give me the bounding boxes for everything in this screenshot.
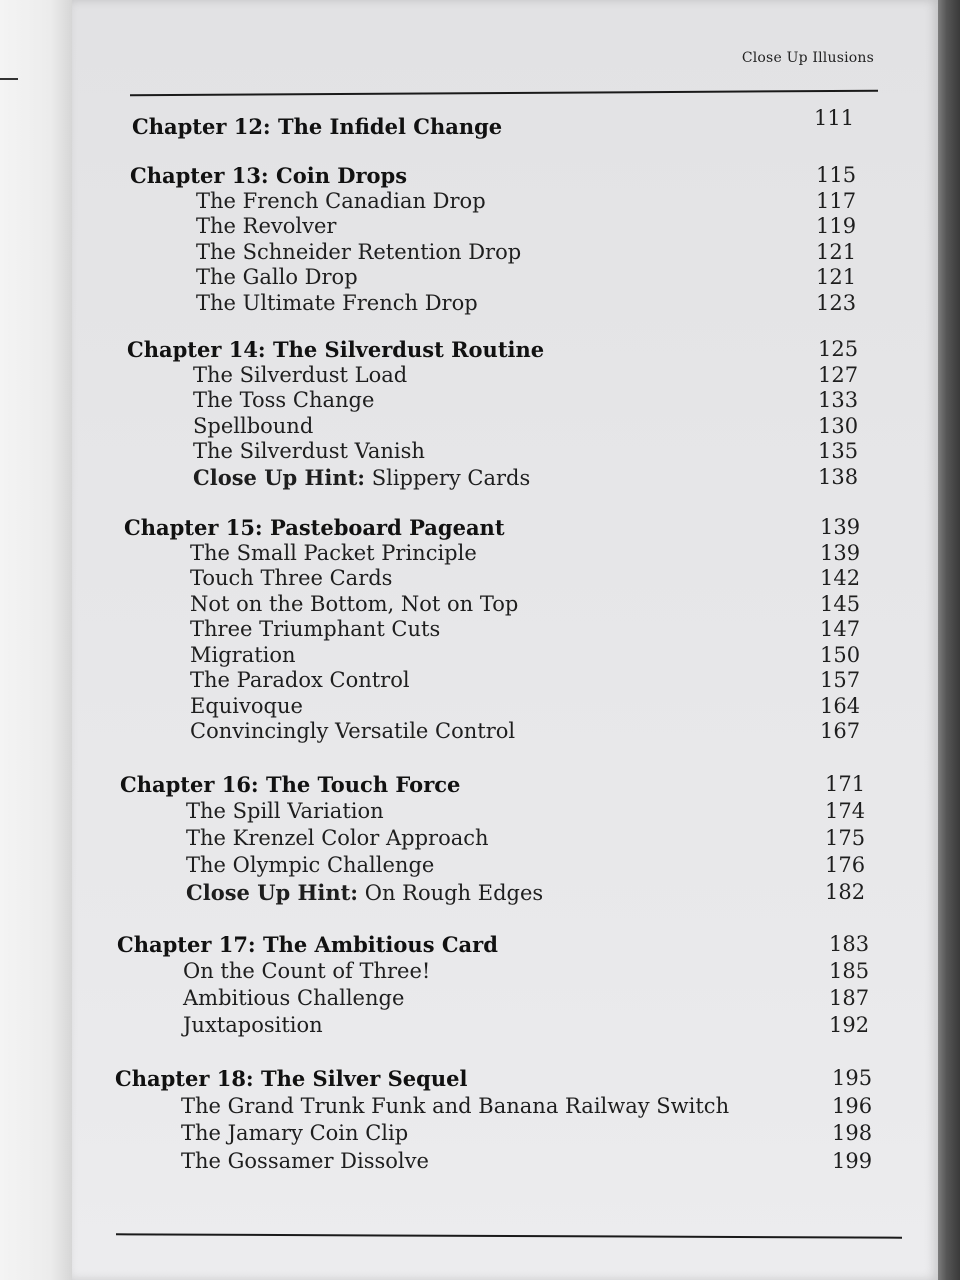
entry-page-number: 145 (820, 591, 861, 616)
chapter-page-number: 183 (829, 932, 870, 956)
entry-title (186, 880, 543, 906)
entry-title: Convincingly Versatile Control (190, 719, 516, 743)
entry-title: Migration (190, 642, 296, 667)
chapter-page-number: 195 (832, 1066, 873, 1090)
entry-title: Three Triumphant Cuts (190, 617, 441, 641)
entry-title: The Silverdust Vanish (193, 439, 425, 463)
entry-page-number: 121 (816, 265, 857, 289)
entry-title: Spellbound (193, 413, 314, 438)
chapter-page-number: 111 (814, 106, 855, 130)
entry-page-number: 138 (818, 464, 859, 489)
hint-title: Slippery Cards (365, 465, 531, 490)
entry-title: The Silverdust Load (193, 362, 408, 387)
entry-page-number: 142 (820, 566, 861, 590)
entry-page-number: 196 (832, 1093, 873, 1118)
entry-page-number: 139 (820, 540, 861, 565)
entry-title: The Jamary Coin Clip (181, 1121, 409, 1145)
chapter-page-number: 171 (825, 772, 866, 796)
entry-page-number: 167 (820, 719, 861, 743)
chapter-title: Chapter 13: Coin Drops (130, 163, 408, 188)
hint-title: On Rough Edges (358, 881, 544, 905)
entry-page-number: 133 (818, 388, 859, 412)
entry-page-number: 187 (829, 986, 870, 1010)
chapter-page-number: 139 (820, 515, 861, 539)
entry-title: The Gallo Drop (196, 265, 358, 289)
entry-page-number: 174 (825, 799, 866, 823)
entry-title: The French Canadian Drop (196, 188, 486, 213)
entry-title: The Paradox Control (190, 668, 410, 692)
entry-page-number: 164 (820, 693, 861, 718)
entry-page-number: 147 (820, 617, 861, 641)
entry-page-number: 192 (829, 1013, 870, 1037)
entry-title: The Grand Trunk Funk and Banana Railway Switch (181, 1093, 730, 1118)
entry-page-number: 199 (832, 1148, 873, 1173)
entry-title: On the Count of Three! (183, 959, 431, 983)
entry-page-number: 117 (816, 188, 857, 213)
entry-title: The Krenzel Color Approach (186, 826, 489, 850)
entry-page-number: 123 (816, 290, 857, 315)
entry-page-number: 182 (825, 880, 866, 904)
entry-title: The Ultimate French Drop (196, 290, 478, 315)
chapter-page-number: 115 (816, 163, 857, 187)
entry-page-number: 130 (818, 413, 859, 438)
hint-label: Close Up Hint: (186, 880, 359, 905)
entry-page-number: 150 (820, 642, 861, 667)
entry-page-number: 198 (832, 1121, 873, 1145)
entry-page-number: 121 (816, 239, 857, 264)
chapter-title: Chapter 15: Pasteboard Pageant (124, 515, 505, 540)
entry-page-number: 127 (818, 362, 859, 387)
chapter-title: Chapter 16: The Touch Force (120, 772, 461, 797)
entry-title: The Revolver (196, 214, 337, 238)
entry-title: Juxtaposition (183, 1013, 323, 1037)
entry-title: Not on the Bottom, Not on Top (190, 591, 519, 616)
entry-title: The Toss Change (193, 388, 375, 412)
hint-label: Close Up Hint: (193, 464, 366, 490)
entry-title: Touch Three Cards (190, 566, 393, 590)
entry-title: Ambitious Challenge (183, 986, 405, 1010)
entry-title: The Olympic Challenge (186, 853, 435, 877)
chapter-title: Chapter 14: The Silverdust Routine (127, 337, 545, 362)
entry-title: The Spill Variation (186, 799, 384, 823)
running-head: Close Up Illusions (741, 50, 874, 66)
entry-page-number: 175 (825, 826, 866, 850)
entry-title: The Small Packet Principle (190, 540, 477, 565)
chapter-title: Chapter 18: The Silver Sequel (115, 1066, 468, 1091)
chapter-page-number: 125 (818, 337, 859, 361)
entry-title: Equivoque (190, 693, 303, 718)
entry-page-number: 119 (816, 214, 857, 238)
entry-page-number: 135 (818, 439, 859, 463)
entry-title (193, 465, 530, 491)
entry-page-number: 176 (825, 853, 866, 877)
entry-page-number: 157 (820, 668, 861, 692)
entry-page-number: 185 (829, 959, 870, 983)
chapter-title: Chapter 17: The Ambitious Card (117, 932, 498, 957)
entry-title: The Gossamer Dissolve (181, 1148, 429, 1173)
entry-title: The Schneider Retention Drop (196, 239, 522, 264)
chapter-title: Chapter 12: The Infidel Change (132, 114, 503, 139)
